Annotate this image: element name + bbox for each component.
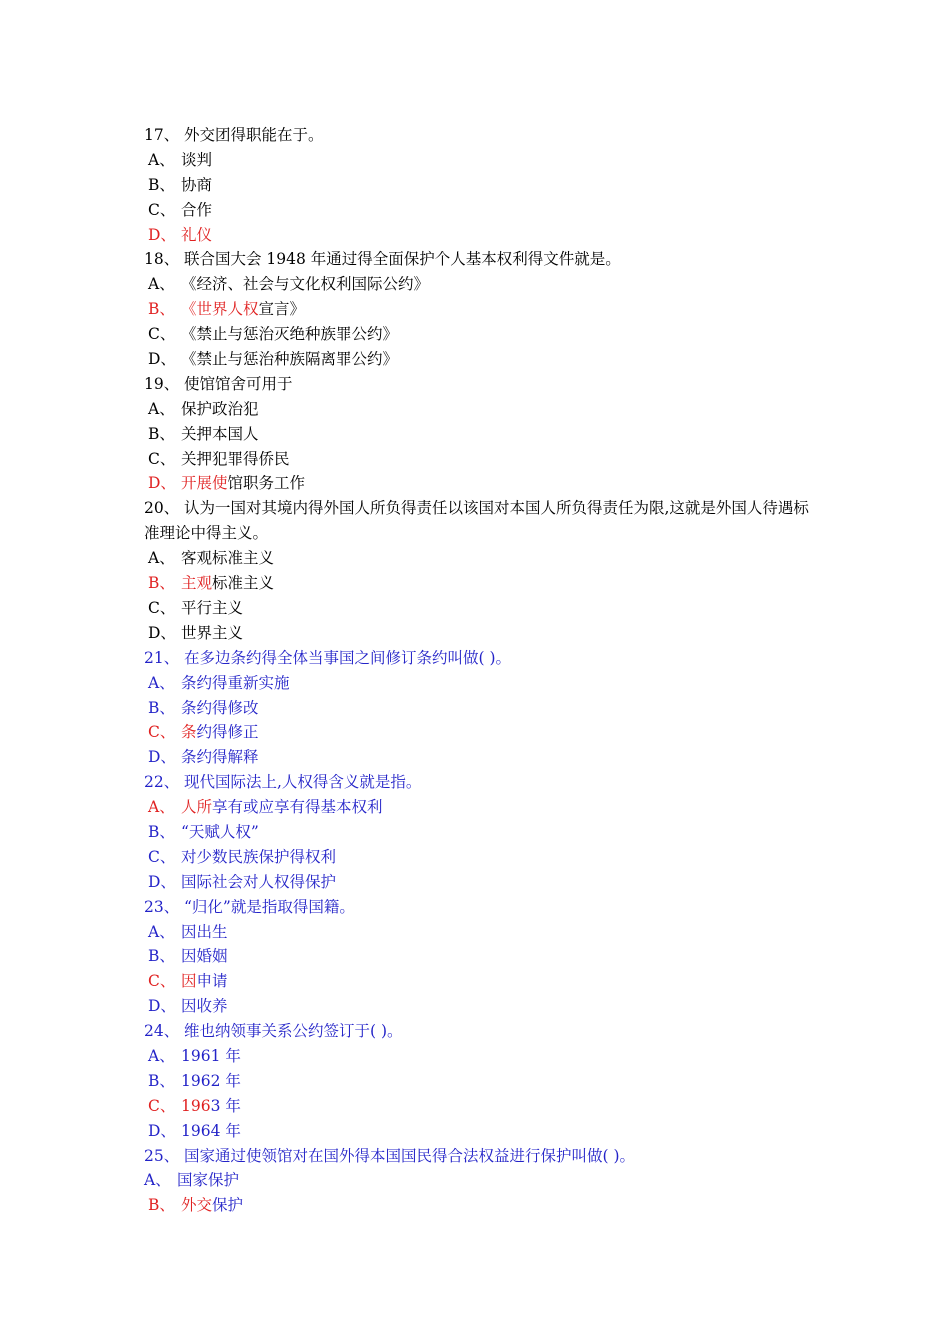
question-text: 国家通过使领馆对在国外得本国国民得合法权益进行保护叫做( )。 [184,1146,636,1165]
question-text: 外交团得职能在于。 [184,126,324,144]
option-letter: B、 [148,822,175,841]
option-letter: B、 [148,300,175,319]
answer-option [144,571,814,596]
answer-option [144,1094,814,1119]
option-text: 国家保护 [177,1171,240,1190]
option-letter: C、 [148,598,176,617]
answer-option [144,969,814,994]
answer-option [144,198,814,223]
question-text: “归化”就是指取得国籍。 [184,897,355,916]
option-letter: A、 [148,922,175,941]
question-number: 18、 [144,250,180,269]
option-text: 关押犯罪得侨民 [181,449,290,468]
option-letter: B、 [148,1196,175,1215]
option-text: 约得修正 [196,723,259,742]
answer-option [144,422,814,447]
option-text: 国际社会对人权得保护 [181,872,337,891]
option-text: 3 年 [210,1096,241,1115]
option-text: 条约得重新实施 [181,673,290,692]
answer-option [144,148,814,173]
question-text: 联合国大会 1948 年通过得全面保护个人基本权利得文件就是。 [184,250,621,269]
option-text: 因婚姻 [181,947,228,966]
answer-option [144,322,814,347]
option-letter: D、 [148,997,176,1016]
option-text: 条约得修改 [181,698,259,717]
option-letter: C、 [148,449,176,468]
option-text: 1964 年 [181,1121,241,1140]
option-letter: A、 [148,673,175,692]
answer-option [144,1193,814,1218]
answer-option [144,994,814,1019]
option-text-highlighted: 主观 [181,574,213,593]
question-number: 21、 [144,648,180,667]
answer-option [144,397,814,422]
option-text: 协商 [181,175,213,194]
answer-option [144,720,814,745]
option-text: 标准主义 [212,574,275,593]
option-letter: D、 [148,474,176,493]
option-text: 馆职务工作 [227,474,306,493]
option-text: 《禁止与惩治灭绝种族罪公约》 [181,325,399,344]
answer-option [144,1069,814,1094]
option-text: 1962 年 [181,1071,241,1090]
option-text: 申请 [196,972,228,991]
option-text: 保护政治犯 [181,399,259,418]
option-letter: D、 [148,1121,176,1140]
option-text: 关押本国人 [181,424,259,443]
option-letter: D、 [148,872,176,891]
answer-option [144,596,814,621]
question-stem [144,1144,814,1169]
option-letter: D、 [148,350,176,369]
question-number: 22、 [144,773,180,792]
option-text: 1961 年 [181,1046,241,1065]
option-text: 条约得解释 [181,748,259,767]
question-number: 19、 [144,374,180,393]
answer-option [144,272,814,297]
option-letter: C、 [148,1096,176,1115]
option-text-highlighted: 条 [181,723,197,742]
option-text: 因收养 [181,997,228,1016]
question-number: 23、 [144,897,180,916]
option-text: 客观标准主义 [181,549,275,568]
answer-option [144,920,814,945]
option-text: 保护 [212,1196,244,1215]
option-letter: D、 [148,748,176,767]
option-letter: A、 [144,1171,171,1190]
answer-option [144,696,814,721]
option-text-highlighted: 礼仪 [181,225,213,244]
question-text: 维也纳领事关系公约签订于( )。 [184,1022,403,1041]
answer-option [144,1044,814,1069]
question-stem [144,770,814,795]
option-text-highlighted: 外交 [181,1196,213,1215]
question-stem [144,496,814,546]
option-text: 《禁止与惩治种族隔离罪公约》 [181,350,399,369]
question-number: 17、 [144,126,180,144]
option-text: 世界主义 [181,623,244,642]
option-letter: B、 [148,1071,175,1090]
option-letter: A、 [148,549,175,568]
option-letter: A、 [148,399,175,418]
answer-option [144,621,814,646]
option-text: 对少数民族保护得权利 [181,847,337,866]
option-letter: B、 [148,175,175,194]
option-text: 平行主义 [181,598,244,617]
answer-option [144,1168,814,1193]
question-number: 24、 [144,1022,180,1041]
answer-option [144,944,814,969]
option-text-highlighted: 人所 [181,798,213,817]
answer-option [144,820,814,845]
question-text: 认为一国对其境内得外国人所负得责任以该国对本国人所负得责任为限,这就是外国人待遇标准理论中得主义。 [144,499,809,543]
answer-option [144,546,814,571]
question-stem [144,372,814,397]
answer-option [144,845,814,870]
option-text: 宣言》 [258,300,306,319]
option-letter: B、 [148,947,175,966]
question-text: 现代国际法上,人权得含义就是指。 [184,773,422,792]
option-letter: D、 [148,623,176,642]
question-list [144,123,814,1218]
option-letter: B、 [148,698,175,717]
option-text: 《经济、社会与文化权利国际公约》 [181,275,430,294]
option-text: 享有或应享有得基本权利 [212,798,383,817]
option-letter: C、 [148,723,176,742]
option-letter: C、 [148,847,176,866]
option-text: 合作 [181,200,213,219]
option-text: 因出生 [181,922,228,941]
answer-option [144,297,814,322]
answer-option [144,795,814,820]
question-stem [144,123,814,148]
question-number: 20、 [144,499,180,518]
answer-option [144,173,814,198]
option-letter: A、 [148,798,175,817]
answer-option [144,745,814,770]
option-text: 谈判 [181,150,213,169]
option-letter: C、 [148,972,176,991]
option-letter: A、 [148,1046,175,1065]
question-text: 使馆馆舍可用于 [184,374,293,393]
option-letter: B、 [148,424,175,443]
answer-option [144,1119,814,1144]
option-letter: A、 [148,150,175,169]
question-text: 在多边条约得全体当事国之间修订条约叫做( )。 [184,648,512,667]
question-stem [144,247,814,272]
option-letter: C、 [148,200,176,219]
option-text-highlighted: 因 [181,972,197,991]
question-stem [144,646,814,671]
option-letter: D、 [148,225,176,244]
option-letter: C、 [148,325,176,344]
option-letter: A、 [148,275,175,294]
option-text-highlighted: 开展使 [181,474,228,493]
answer-option [144,447,814,472]
option-text-highlighted: 196 [181,1096,211,1115]
question-number: 25、 [144,1146,180,1165]
answer-option [144,870,814,895]
answer-option [144,347,814,372]
answer-option [144,223,814,248]
option-text-highlighted: 《世界人权 [181,300,259,319]
option-text: “天赋人权” [181,822,259,841]
answer-option [144,671,814,696]
question-stem [144,1019,814,1044]
option-letter: B、 [148,574,175,593]
answer-option [144,471,814,496]
question-stem [144,895,814,920]
